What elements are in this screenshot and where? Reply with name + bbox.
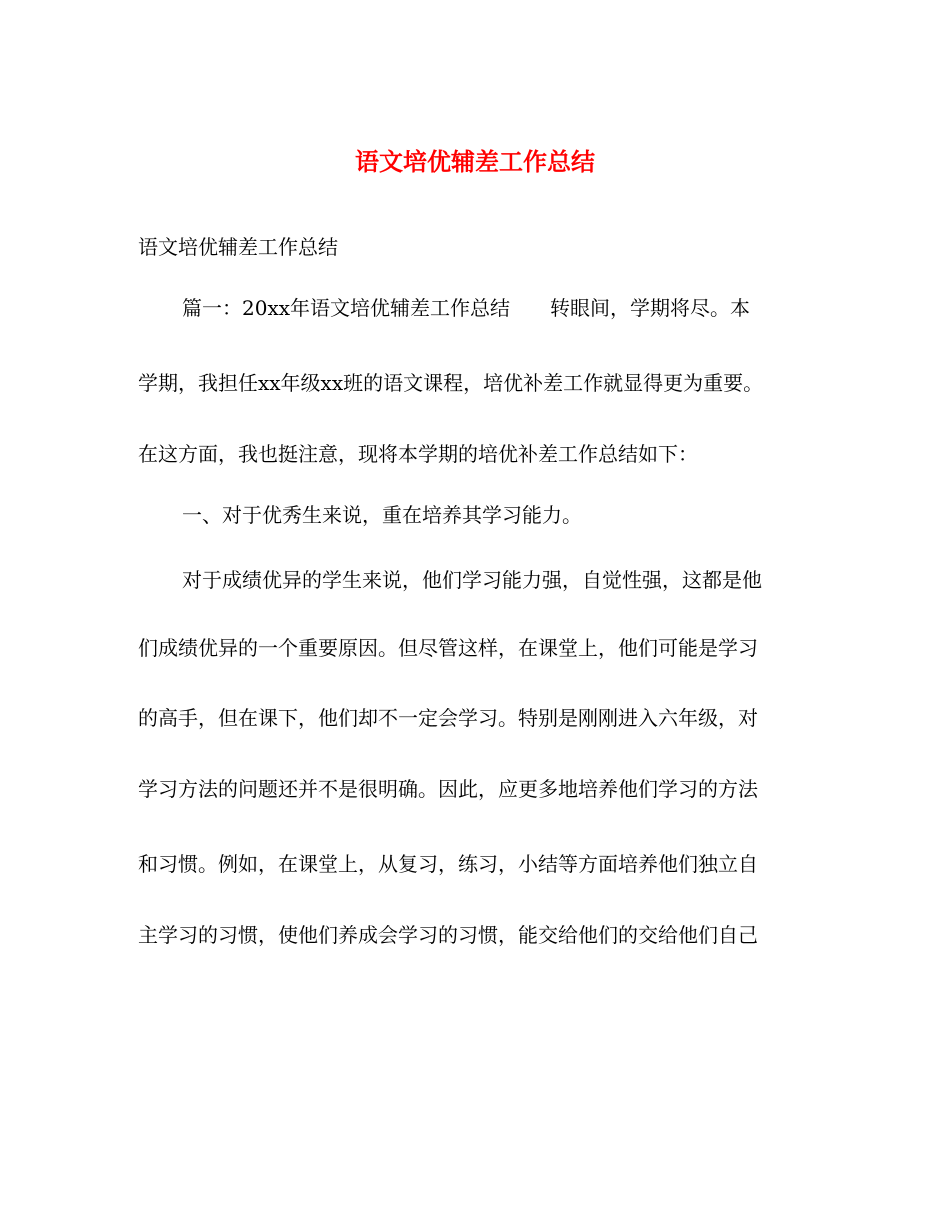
paragraph-line: 和习惯。例如，在课堂上，从复习，练习，小结等方面培养他们独立自 [138,852,758,876]
document-subtitle: 语文培优辅差工作总结 [138,235,338,259]
paragraph-line: 主学习的习惯，使他们养成会学习的习惯，能交给他们的交给他们自己 [138,923,758,947]
page-title: 语文培优辅差工作总结 [355,147,595,176]
paragraph-line: 学期，我担任xx年级xx班的语文课程，培优补差工作就显得更为重要。 [138,371,764,395]
paragraph-line [182,294,828,322]
paragraph-line-part: 转眼间，学期将尽。本 [550,296,751,320]
paragraph-line-part: 篇一：20xx年语文培优辅差工作总结 [182,296,511,320]
paragraph-line: 对于成绩优异的学生来说，他们学习能力强，自觉性强，这都是他 [182,568,762,592]
paragraph-line: 在这方面，我也挺注意，现将本学期的培优补差工作总结如下： [138,442,698,466]
section-heading: 一、对于优秀生来说，重在培养其学习能力。 [182,503,582,527]
paragraph-line: 的高手，但在课下，他们却不一定会学习。特别是刚刚进入六年级，对 [138,706,758,730]
paragraph-line: 们成绩优异的一个重要原因。但尽管这样，在课堂上，他们可能是学习 [138,636,758,660]
paragraph-line: 学习方法的问题还并不是很明确。因此，应更多地培养他们学习的方法 [138,777,758,801]
